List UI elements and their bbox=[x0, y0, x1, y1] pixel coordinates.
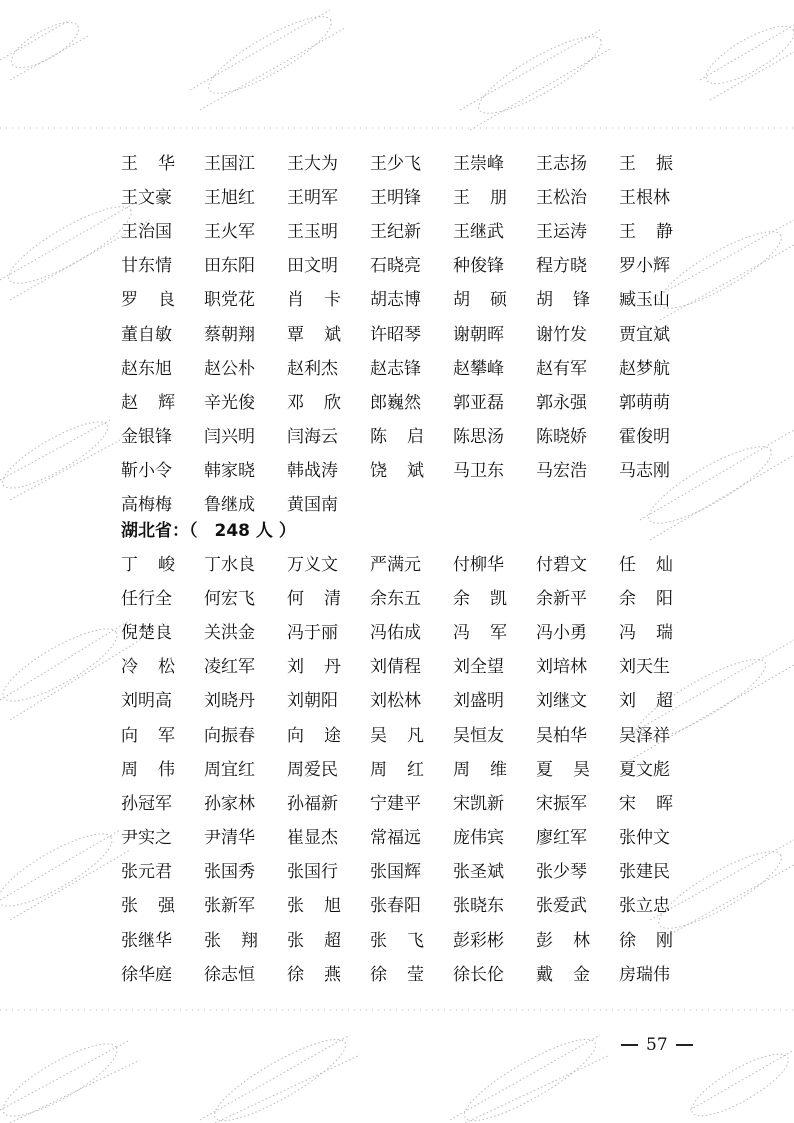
person-name: 王松治 bbox=[536, 187, 587, 208]
person-name: 庞伟宾 bbox=[453, 828, 504, 849]
person-name: 刘倩程 bbox=[370, 657, 421, 678]
person-name: 马宏浩 bbox=[536, 461, 587, 482]
person-name: 王根林 bbox=[619, 187, 670, 208]
person-name: 王旭红 bbox=[204, 187, 255, 208]
person-name: 戴 金 bbox=[536, 964, 590, 985]
person-name: 常福远 bbox=[370, 828, 421, 849]
person-name: 赵有军 bbox=[536, 358, 587, 379]
person-name: 丁水良 bbox=[204, 554, 255, 575]
page-number bbox=[621, 1035, 693, 1055]
person-name: 陈 启 bbox=[370, 427, 424, 448]
person-name: 向 军 bbox=[121, 725, 175, 746]
person-name: 赵东旭 bbox=[121, 358, 172, 379]
person-name: 王玉明 bbox=[287, 221, 338, 242]
person-name: 胡志博 bbox=[370, 290, 421, 311]
person-name: 覃 斌 bbox=[287, 324, 341, 345]
person-name: 王文豪 bbox=[121, 187, 172, 208]
person-name: 冷 松 bbox=[121, 657, 175, 678]
person-name: 张爱武 bbox=[536, 896, 587, 917]
person-name: 孙冠军 bbox=[121, 793, 172, 814]
person-name: 崔显杰 bbox=[287, 828, 338, 849]
person-name: 张 强 bbox=[121, 896, 175, 917]
person-name: 徐华庭 bbox=[121, 964, 172, 985]
person-name: 董自敏 bbox=[121, 324, 172, 345]
person-name: 张建民 bbox=[619, 862, 670, 883]
person-name: 胡 硕 bbox=[453, 290, 507, 311]
person-name: 冯于丽 bbox=[287, 622, 338, 643]
person-name: 徐志恒 bbox=[204, 964, 255, 985]
person-name: 甘东情 bbox=[121, 256, 172, 277]
person-name: 职党花 bbox=[204, 290, 255, 311]
person-name: 张仲文 bbox=[619, 828, 670, 849]
person-name: 肖 卡 bbox=[287, 290, 341, 311]
person-name: 陈思汤 bbox=[453, 427, 504, 448]
page-number-dash-left bbox=[621, 1044, 638, 1046]
person-name: 徐长伦 bbox=[453, 964, 504, 985]
person-name: 张国秀 bbox=[204, 862, 255, 883]
person-name: 王崇峰 bbox=[453, 153, 504, 174]
person-name: 刘 超 bbox=[619, 691, 673, 712]
person-name: 冯佑成 bbox=[370, 622, 421, 643]
person-name: 王少飞 bbox=[370, 153, 421, 174]
person-name: 周 伟 bbox=[121, 759, 175, 780]
person-name: 张立忠 bbox=[619, 896, 670, 917]
person-name: 余东五 bbox=[370, 588, 421, 609]
person-name: 宋凯新 bbox=[453, 793, 504, 814]
person-name: 廖红军 bbox=[536, 828, 587, 849]
person-name: 王国江 bbox=[204, 153, 255, 174]
person-name: 冯 军 bbox=[453, 622, 507, 643]
person-name: 马卫东 bbox=[453, 461, 504, 482]
person-name: 刘培林 bbox=[536, 657, 587, 678]
page-number-value: 57 bbox=[646, 1035, 668, 1055]
person-name: 吴恒友 bbox=[453, 725, 504, 746]
person-name: 刘朝阳 bbox=[287, 691, 338, 712]
person-name: 郭萌萌 bbox=[619, 392, 670, 413]
person-name: 周 红 bbox=[370, 759, 424, 780]
person-name: 王继武 bbox=[453, 221, 504, 242]
person-name: 吴 凡 bbox=[370, 725, 424, 746]
person-name: 余 凯 bbox=[453, 588, 507, 609]
section-heading: 湖北省：（ 248 人 ） bbox=[121, 521, 296, 541]
person-name: 周宜红 bbox=[204, 759, 255, 780]
person-name: 刘晓丹 bbox=[204, 691, 255, 712]
person-name: 冯小勇 bbox=[536, 622, 587, 643]
person-name: 辛光俊 bbox=[204, 392, 255, 413]
person-name: 王大为 bbox=[287, 153, 338, 174]
person-name: 霍俊明 bbox=[619, 427, 670, 448]
person-name: 徐 莹 bbox=[370, 964, 424, 985]
person-name: 张 翔 bbox=[204, 930, 258, 951]
person-name: 马志刚 bbox=[619, 461, 670, 482]
person-name: 赵志锋 bbox=[370, 358, 421, 379]
person-name: 刘松林 bbox=[370, 691, 421, 712]
person-name: 张元君 bbox=[121, 862, 172, 883]
person-name: 王治国 bbox=[121, 221, 172, 242]
person-name: 王 华 bbox=[121, 153, 175, 174]
person-name: 刘全望 bbox=[453, 657, 504, 678]
page-number-dash-right bbox=[676, 1044, 693, 1046]
person-name: 陈晓娇 bbox=[536, 427, 587, 448]
person-name: 臧玉山 bbox=[619, 290, 670, 311]
person-name: 郭亚磊 bbox=[453, 392, 504, 413]
person-name: 孙家林 bbox=[204, 793, 255, 814]
person-name: 何宏飞 bbox=[204, 588, 255, 609]
person-name: 张 飞 bbox=[370, 930, 424, 951]
person-name: 蔡朝翔 bbox=[204, 324, 255, 345]
person-name: 闫兴明 bbox=[204, 427, 255, 448]
person-name: 宋振军 bbox=[536, 793, 587, 814]
name-list-block-2 bbox=[121, 548, 681, 992]
person-name: 罗 良 bbox=[121, 290, 175, 311]
person-name: 丁 峻 bbox=[121, 554, 175, 575]
name-list-block-1 bbox=[121, 147, 681, 523]
person-name: 彭彩彬 bbox=[453, 930, 504, 951]
person-name: 郎巍然 bbox=[370, 392, 421, 413]
person-name: 刘盛明 bbox=[453, 691, 504, 712]
person-name: 王 静 bbox=[619, 221, 673, 242]
person-name: 徐 燕 bbox=[287, 964, 341, 985]
person-name: 刘 丹 bbox=[287, 657, 341, 678]
person-name: 冯 瑞 bbox=[619, 622, 673, 643]
person-name: 尹实之 bbox=[121, 828, 172, 849]
person-name: 周 维 bbox=[453, 759, 507, 780]
person-name: 张 旭 bbox=[287, 896, 341, 917]
person-name: 王纪新 bbox=[370, 221, 421, 242]
name-grid-2 bbox=[121, 548, 681, 992]
person-name: 高梅梅 bbox=[121, 495, 172, 516]
person-name: 赵梦航 bbox=[619, 358, 670, 379]
person-name: 张新军 bbox=[204, 896, 255, 917]
person-name: 韩战涛 bbox=[287, 461, 338, 482]
person-name: 郭永强 bbox=[536, 392, 587, 413]
person-name: 种俊锋 bbox=[453, 256, 504, 277]
person-name: 赵公朴 bbox=[204, 358, 255, 379]
person-name: 邓 欣 bbox=[287, 392, 341, 413]
person-name: 王运涛 bbox=[536, 221, 587, 242]
person-name: 胡 锋 bbox=[536, 290, 590, 311]
person-name: 田文明 bbox=[287, 256, 338, 277]
person-name: 任行全 bbox=[121, 588, 172, 609]
person-name: 石晓亮 bbox=[370, 256, 421, 277]
person-name: 付碧文 bbox=[536, 554, 587, 575]
person-name: 王 朋 bbox=[453, 187, 507, 208]
person-name: 黄国南 bbox=[287, 495, 338, 516]
person-name: 万义文 bbox=[287, 554, 338, 575]
person-name: 房瑞伟 bbox=[619, 964, 670, 985]
person-name: 赵 辉 bbox=[121, 392, 175, 413]
person-name: 付柳华 bbox=[453, 554, 504, 575]
person-name: 张圣斌 bbox=[453, 862, 504, 883]
person-name: 夏文彪 bbox=[619, 759, 670, 780]
person-name: 徐 刚 bbox=[619, 930, 673, 951]
person-name: 程方晓 bbox=[536, 256, 587, 277]
person-name: 鲁继成 bbox=[204, 495, 255, 516]
person-name: 谢朝晖 bbox=[453, 324, 504, 345]
person-name: 余新平 bbox=[536, 588, 587, 609]
person-name: 张国行 bbox=[287, 862, 338, 883]
person-name: 孙福新 bbox=[287, 793, 338, 814]
person-name: 任 灿 bbox=[619, 554, 673, 575]
person-name: 向振春 bbox=[204, 725, 255, 746]
person-name: 凌红军 bbox=[204, 657, 255, 678]
person-name: 何 清 bbox=[287, 588, 341, 609]
person-name: 张春阳 bbox=[370, 896, 421, 917]
person-name: 严满元 bbox=[370, 554, 421, 575]
person-name: 刘天生 bbox=[619, 657, 670, 678]
person-name: 宋 晖 bbox=[619, 793, 673, 814]
person-name: 王明军 bbox=[287, 187, 338, 208]
person-name: 张继华 bbox=[121, 930, 172, 951]
person-name: 向 途 bbox=[287, 725, 341, 746]
person-name: 张国辉 bbox=[370, 862, 421, 883]
person-name: 夏 昊 bbox=[536, 759, 590, 780]
person-name: 周爱民 bbox=[287, 759, 338, 780]
person-name: 谢竹发 bbox=[536, 324, 587, 345]
person-name: 张少琴 bbox=[536, 862, 587, 883]
person-name: 吴泽祥 bbox=[619, 725, 670, 746]
person-name: 张晓东 bbox=[453, 896, 504, 917]
person-name: 闫海云 bbox=[287, 427, 338, 448]
person-name: 王火军 bbox=[204, 221, 255, 242]
person-name: 贾宜斌 bbox=[619, 324, 670, 345]
person-name: 王明锋 bbox=[370, 187, 421, 208]
person-name: 赵利杰 bbox=[287, 358, 338, 379]
person-name: 赵攀峰 bbox=[453, 358, 504, 379]
person-name: 尹清华 bbox=[204, 828, 255, 849]
person-name: 刘继文 bbox=[536, 691, 587, 712]
person-name: 刘明高 bbox=[121, 691, 172, 712]
person-name: 余 阳 bbox=[619, 588, 673, 609]
person-name: 宁建平 bbox=[370, 793, 421, 814]
name-grid-1 bbox=[121, 147, 681, 523]
person-name: 张 超 bbox=[287, 930, 341, 951]
person-name: 吴柏华 bbox=[536, 725, 587, 746]
person-name: 靳小令 bbox=[121, 461, 172, 482]
person-name: 许昭琴 bbox=[370, 324, 421, 345]
person-name: 王 振 bbox=[619, 153, 673, 174]
person-name: 彭 林 bbox=[536, 930, 590, 951]
person-name: 罗小辉 bbox=[619, 256, 670, 277]
person-name: 韩家晓 bbox=[204, 461, 255, 482]
person-name: 王志扬 bbox=[536, 153, 587, 174]
person-name: 倪楚良 bbox=[121, 622, 172, 643]
person-name: 金银锋 bbox=[121, 427, 172, 448]
person-name: 田东阳 bbox=[204, 256, 255, 277]
person-name: 饶 斌 bbox=[370, 461, 424, 482]
person-name: 关洪金 bbox=[204, 622, 255, 643]
